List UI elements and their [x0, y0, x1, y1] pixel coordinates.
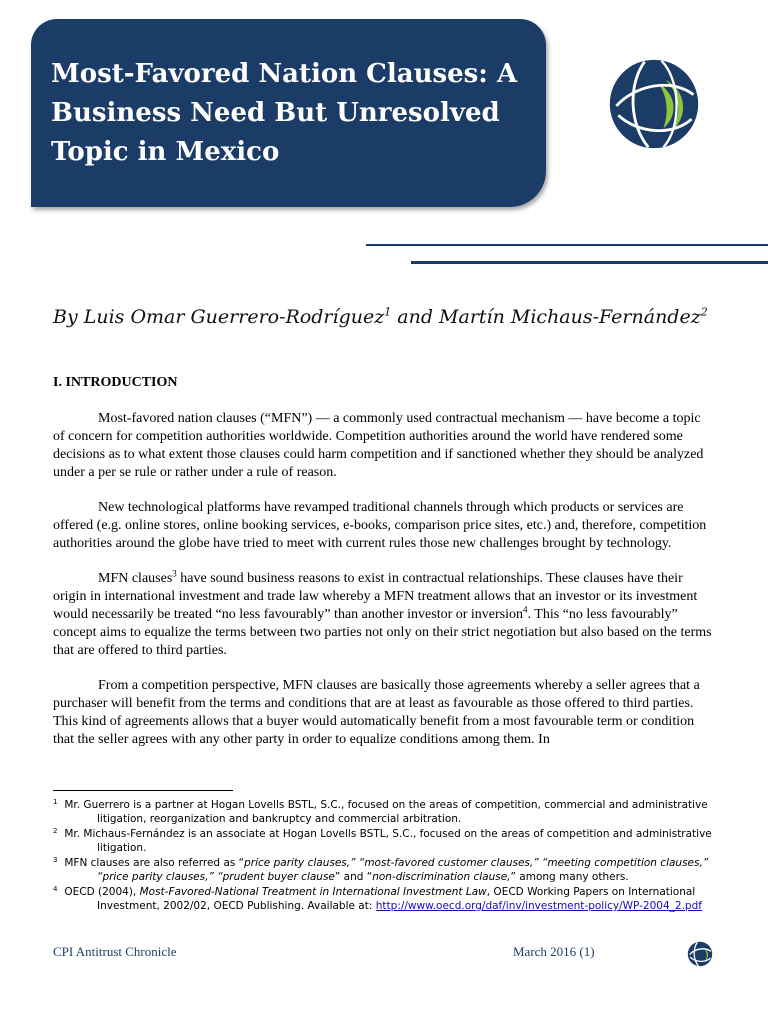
paragraph-3-part-b: have sound business reasons to exist in contractual relationships. These clauses have their origin in international investment and trade law whereby a MFN treatment allows that an investor or its investment would necessarily be treated “no less favourably” than another investor or inversion: [53, 571, 698, 622]
footnote-ref-1[interactable]: 1: [384, 305, 392, 319]
header-divider-top: [366, 244, 768, 246]
paragraph-3-part-a: MFN clauses: [98, 571, 173, 586]
footnote-text: MFN clauses are also referred as “: [64, 857, 245, 869]
footnote-text: Mr. Michaus-Fernández is an associate at Hogan Lovells BSTL, S.C., focused on the areas of competition and administrative litigation.: [64, 828, 712, 854]
footnote-italic: Most-Favored-National Treatment in International Investment Law: [139, 886, 487, 898]
paragraph-1: Most-favored nation clauses (“MFN”) — a commonly used contractual mechanism — have become a topic of concern for competition authorities worldwide. Competition authorities around the world have rendered some decisions as to what extent those clauses could harm competition and if sanctioned whether they should be analyzed under a per se rule or rather under a rule of reason.: [53, 411, 704, 480]
footnote-ref-4[interactable]: 4: [523, 604, 528, 615]
footnote-ref-3[interactable]: 3: [172, 568, 177, 579]
footnote-text: Mr. Guerrero is a partner at Hogan Lovells BSTL, S.C., focused on the areas of competition, commercial and administrative litigation, reorganization and bankruptcy and commercial arbitration.: [64, 799, 708, 825]
footnote-2: $^2$ Mr. Michaus-Fernández is an associate at Hogan Lovells BSTL, S.C., focused on the areas of competition and administrative litigation.: [53, 826, 712, 854]
footnote-ref-2[interactable]: 2: [700, 305, 708, 319]
section-heading: I. INTRODUCTION: [53, 375, 178, 390]
byline-author2: and Martín Michaus-Fernández: [391, 306, 701, 328]
paragraph-4: From a competition perspective, MFN clauses are basically those agreements whereby a seller agrees that a purchaser will benefit from the terms and conditions that are at least as favourable as those offered to third parties. This kind of agreements allows that a buyer would automatically benefit from a most favourable term or condition that the seller agrees with any other party in order to equalize conditions among them. In: [53, 678, 700, 747]
paragraph-3: [53, 570, 713, 660]
footnote-1: $^1$ Mr. Guerrero is a partner at Hogan Lovells BSTL, S.C., focused on the areas of competition, commercial and administrative litigation, reorganization and bankruptcy and commercial arbitration.: [53, 797, 708, 825]
footnote-text: ” and “: [334, 871, 373, 883]
cpi-globe-logo-icon: [607, 57, 701, 151]
cpi-globe-logo-icon: [687, 941, 713, 967]
title-banner: [31, 19, 546, 207]
paragraph-3-part-c: . This “no less favourably” concept aims to equalize the terms between two parties not only on their strict negotiation but also based on the terms that are offered to third parties.: [53, 607, 712, 658]
footnote-text: OECD (2004),: [64, 886, 140, 898]
paragraph-2: New technological platforms have revamped traditional channels through which products or services are offered (e.g. online stores, online booking services, e-books, comparison price sites, etc.) and, therefore, competition authorities around the globe have tried to meet with current rules those new challenges brought by technology.: [53, 500, 707, 551]
footnote-divider: [53, 790, 233, 791]
footnote-text: , OECD Working Papers on International Investment, 2002/02, OECD Publishing. Available at:: [97, 886, 696, 912]
footnote-3: $^3$ MFN clauses are also referred as “price parity clauses,” “most-favored customer clauses,” “meeting competition clauses,” “price parity clauses,” “prudent buyer clause” and “non-discrimination clause,” among many others.: [53, 855, 709, 883]
footnote-italic: price parity clauses,” “most-favored customer clauses,” “meeting competition clauses,” “price parity clauses,” “prudent buyer clause: [97, 857, 709, 883]
byline-author1: By Luis Omar Guerrero-Rodríguez: [53, 306, 385, 328]
page-title: Most-Favored Nation Clauses: A Business Need But Unresolved Topic in Mexico: [51, 59, 518, 167]
footnote-4: $^4$ OECD (2004), Most-Favored-National Treatment in International Investment Law, OECD Working Papers on International Investment, 2002/02, OECD Publishing. Available at: http://www.oecd.org/daf/inv/investment-policy/WP-2004_2.pdf: [53, 884, 702, 912]
body-text: [53, 410, 713, 766]
footnote-italic: non-discrimination clause,: [372, 871, 511, 883]
header-divider-bottom: [411, 261, 768, 264]
footnotes: [53, 798, 718, 914]
footer-date: March 2016 (1): [513, 944, 595, 959]
footnote-text: ” among many others.: [510, 871, 629, 883]
oecd-link[interactable]: http://www.oecd.org/daf/inv/investment-policy/WP-2004_2.pdf: [375, 900, 702, 912]
footer-publication: CPI Antitrust Chronicle: [53, 944, 177, 959]
byline: [53, 306, 708, 328]
